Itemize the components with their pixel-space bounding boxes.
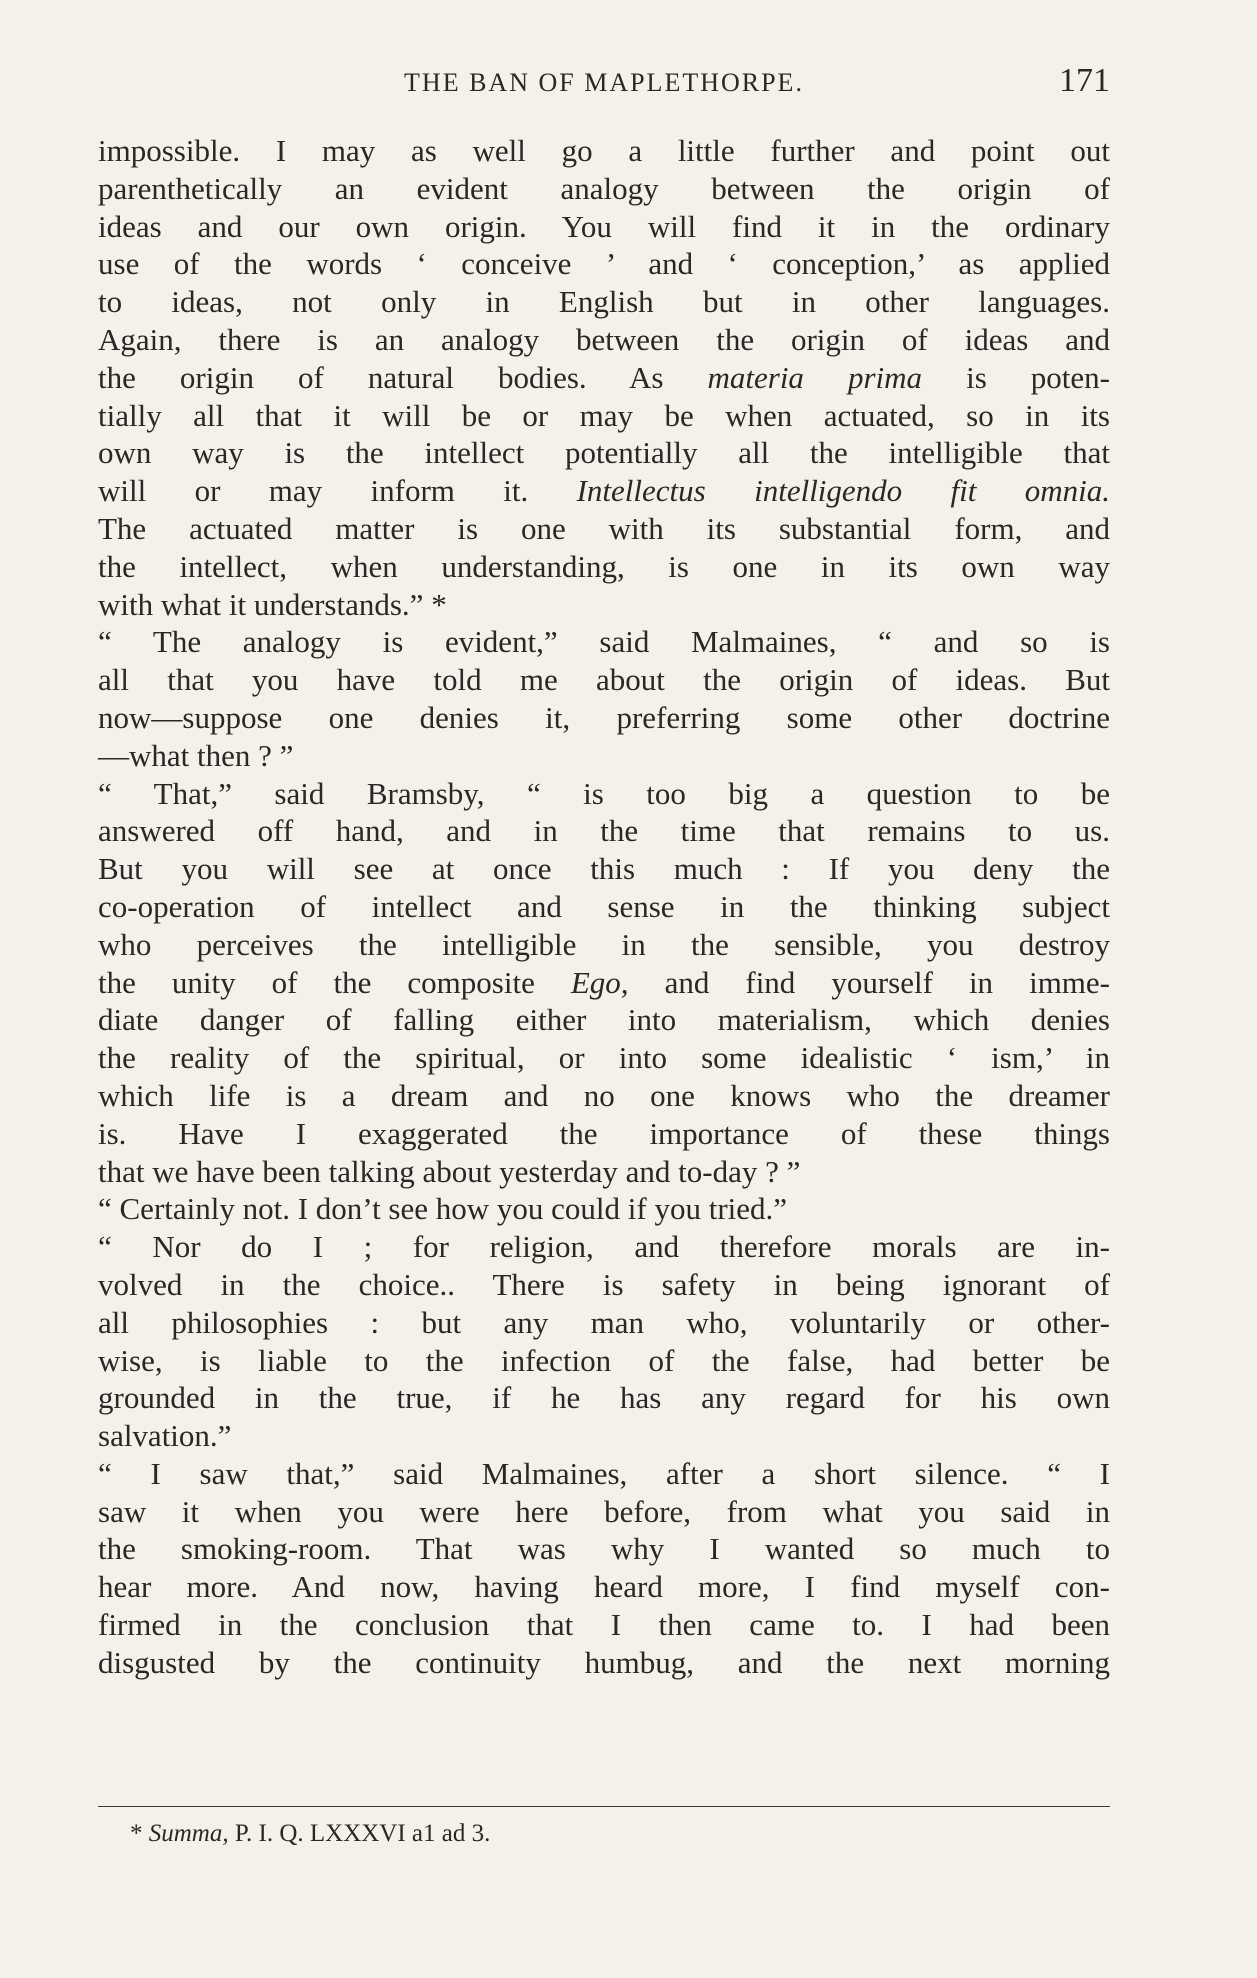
text-segment: is poten- — [966, 359, 1111, 395]
text-line: tially all that it will be or may be when actuated, so in its — [98, 397, 1110, 433]
text-line: saw it when you were here before, from what you said in — [98, 1493, 1110, 1529]
text-line: “ The analogy is evident,” said Malmaines, “ and so is — [98, 624, 1110, 660]
text-line: which life is a dream and no one knows who the dreamer — [98, 1077, 1110, 1113]
text-line: all philosophies : but any man who, voluntarily or other- — [98, 1304, 1110, 1340]
text-line — [98, 472, 1110, 510]
page-number: 171 — [1059, 62, 1110, 99]
text-line: salvation.” — [98, 1418, 232, 1454]
text-line: parenthetically an evident analogy between the origin of — [98, 170, 1110, 206]
text-line: that we have been talking about yesterday and to-day ? ” — [98, 1153, 801, 1189]
page-header — [98, 62, 1110, 102]
text-segment: the origin of natural bodies. As — [98, 359, 664, 395]
text-line: disgusted by the continuity humbug, and the next morning — [98, 1644, 1110, 1680]
text-line: But you will see at once this much : If you deny the — [98, 851, 1110, 887]
text-line: all that you have told me about the origin of ideas. But — [98, 662, 1110, 698]
text-line: co-operation of intellect and sense in the thinking subject — [98, 888, 1110, 924]
text-line: own way is the intellect potentially all the intelligible that — [98, 435, 1110, 471]
text-line: grounded in the true, if he has any regard for his own — [98, 1380, 1110, 1416]
footnote — [130, 1820, 490, 1848]
text-line: Again, there is an analogy between the origin of ideas and — [98, 321, 1110, 357]
text-line: is. Have I exaggerated the importance of these things — [98, 1115, 1110, 1151]
text-line: wise, is liable to the infection of the false, had better be — [98, 1342, 1110, 1378]
text-line: “ I saw that,” said Malmaines, after a short silence. “ I — [98, 1455, 1110, 1491]
text-line: volved in the choice.. There is safety in being ignorant of — [98, 1266, 1110, 1302]
text-line: “ That,” said Bramsby, “ is too big a question to be — [98, 775, 1110, 811]
text-line: the intellect, when understanding, is one in its own way — [98, 548, 1110, 584]
text-line: answered off hand, and in the time that remains to us. — [98, 813, 1110, 849]
text-line: diate danger of falling either into materialism, which denies — [98, 1002, 1110, 1038]
italic-phrase: Intellectus intelligendo fit omnia. — [576, 473, 1110, 509]
text-line — [98, 964, 1110, 1002]
text-line: now—suppose one denies it, preferring some other doctrine — [98, 699, 1110, 735]
text-line: the smoking-room. That was why I wanted so much to — [98, 1531, 1110, 1567]
text-line: “ Nor do I ; for religion, and therefore morals are in- — [98, 1229, 1110, 1265]
footnote-reference: P. I. Q. LXXXVI a1 ad 3. — [234, 1820, 491, 1847]
text-line: to ideas, not only in English but in other languages. — [98, 284, 1110, 320]
text-line: use of the words ‘ conceive ’ and ‘ conception,’ as applied — [98, 246, 1110, 282]
text-line: —what then ? ” — [98, 737, 294, 773]
text-line — [98, 359, 1110, 397]
footnote-source: Summa, — [148, 1820, 229, 1847]
footnote-marker: * — [130, 1820, 143, 1847]
text-line: ideas and our own origin. You will find it in the ordinary — [98, 208, 1110, 244]
italic-phrase: materia prima — [707, 359, 923, 395]
text-line: “ Certainly not. I don’t see how you could if you tried.” — [98, 1191, 788, 1227]
text-line: with what it understands.” * — [98, 586, 447, 622]
text-segment: will or may inform it. — [98, 473, 529, 509]
text-segment: and find yourself in imme- — [664, 964, 1111, 1000]
body-text — [98, 132, 1110, 1682]
text-segment: the unity of the composite — [98, 964, 535, 1000]
italic-phrase: Ego, — [570, 964, 629, 1000]
text-line: who perceives the intelligible in the sensible, you destroy — [98, 926, 1110, 962]
text-line: hear more. And now, having heard more, I find myself con- — [98, 1569, 1110, 1605]
footnote-rule — [98, 1806, 1110, 1807]
text-line: firmed in the conclusion that I then came to. I had been — [98, 1607, 1110, 1643]
running-head: THE BAN OF MAPLETHORPE. — [404, 68, 804, 97]
text-line: the reality of the spiritual, or into some idealistic ‘ ism,’ in — [98, 1040, 1110, 1076]
text-line: impossible. I may as well go a little further and point out — [98, 133, 1110, 168]
text-line: The actuated matter is one with its substantial form, and — [98, 510, 1110, 546]
